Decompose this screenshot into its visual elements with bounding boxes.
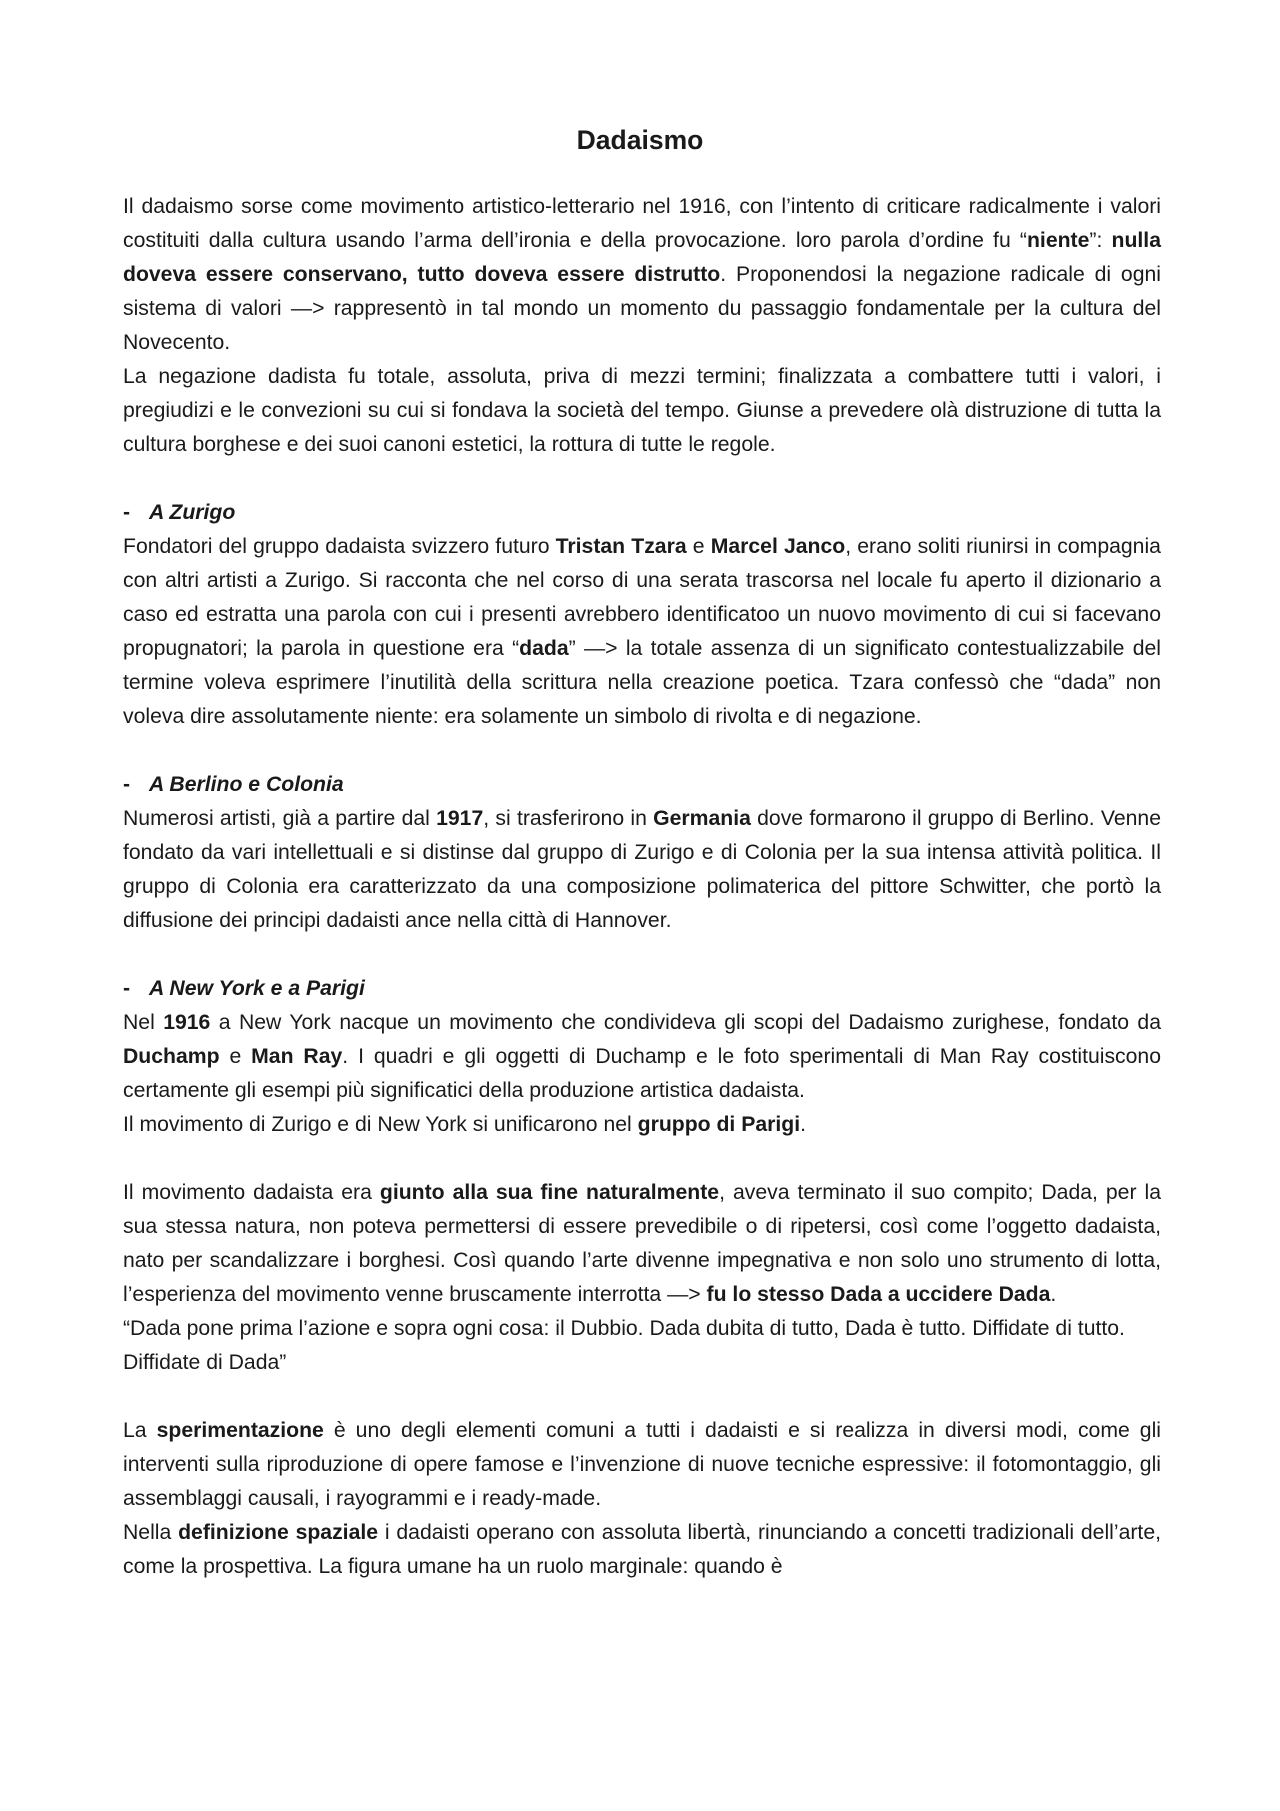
section-heading-berlino: - A Berlino e Colonia bbox=[123, 768, 1161, 802]
paragraph-newyork: Nel 1916 a New York nacque un movimento che condivideva gli scopi del Dadaismo zurighese, fondato da Duchamp e Man Ray. I quadri e gli oggetti di Duchamp e le foto sperimentali di Man Ray costituiscono certamente gli esempi più significatici della produzione artistica dadaista. bbox=[123, 1011, 1161, 1102]
bullet-dash: - bbox=[123, 501, 131, 524]
paragraph-sperimentazione: La sperimentazione è uno degli elementi comuni a tutti i dadaisti e si realizza in diversi modi, come gli interventi sulla riproduzione di opere famose e l’invenzione di nuove tecniche espressive: il fotomontaggio, gli assemblaggi causali, i rayogrammi e i ready-made. bbox=[123, 1419, 1161, 1510]
page-title: Dadaismo bbox=[576, 125, 704, 155]
paragraph-zurigo: Fondatori del gruppo dadaista svizzero futuro Tristan Tzara e Marcel Janco, erano soliti riunirsi in compagnia con altri artisti a Zurigo. Si racconta che nel corso di una serata trascorsa nel locale fu aperto il dizionario a caso ed estratta una parola con cui i presenti avrebbero identificatoo un nuovo movimento di cui si facevano propugnatori; la parola in questione era “dada” —> la totale assenza di un significato contestualizzabile del termine voleva esprimere l’inutilità della scrittura nella creazione poetica. Tzara confessò che “dada” non voleva dire assolutamente niente: era solamente un simbolo di rivolta e di negazione. bbox=[123, 535, 1162, 728]
paragraph-quote: “Dada pone prima l’azione e sopra ogni cosa: il Dubbio. Dada dubita di tutto, Dada è tutto. Diffidate di tutto. Diffidate di Dada” bbox=[123, 1317, 1125, 1374]
section-heading-zurigo: - A Zurigo bbox=[123, 496, 1161, 530]
paragraph-parigi: Il movimento di Zurigo e di New York si unificarono nel gruppo di Parigi. bbox=[123, 1113, 806, 1136]
document-body bbox=[123, 190, 1161, 1584]
paragraph-fine: Il movimento dadaista era giunto alla sua fine naturalmente, aveva terminato il suo compito; Dada, per la sua stessa natura, non poteva permettersi di essere prevedibile o di ripetersi, così come l’oggetto dadaista, nato per scandalizzare i borghesi. Così quando l’arte divenne impegnativa e non solo uno strumento di lotta, l’esperienza del movimento venne bruscamente interrotta —> fu lo stesso Dada a uccidere Dada. bbox=[123, 1181, 1161, 1306]
paragraph-negation: La negazione dadista fu totale, assoluta, priva di mezzi termini; finalizzata a combattere tutti i valori, i pregiudizi e le convezioni su cui si fondava la società del tempo. Giunse a prevedere olà distruzione di tutta la cultura borghese e dei suoi canoni estetici, la rottura di tutte le regole. bbox=[123, 365, 1161, 456]
section-heading-newyork: - A New York e a Parigi bbox=[123, 972, 1161, 1006]
bullet-dash: - bbox=[123, 773, 131, 796]
bullet-dash: - bbox=[123, 977, 131, 1000]
paragraph-spaziale: Nella definizione spaziale i dadaisti operano con assoluta libertà, rinunciando a concetti tradizionali dell’arte, come la prospettiva. La figura umane ha un ruolo marginale: quando è bbox=[123, 1521, 1161, 1578]
paragraph-intro: Il dadaismo sorse come movimento artistico-letterario nel 1916, con l’intento di criticare radicalmente i valori costituiti dalla cultura usando l’arma dell’ironia e della provocazione. loro parola d’ordine fu “niente”: nulla doveva essere conservano, tutto doveva essere distrutto. Proponendosi la negazione radicale di ogni sistema di valori —> rappresentò in tal mondo un momento du passaggio fondamentale per la cultura del Novecento. bbox=[123, 195, 1161, 354]
paragraph-berlino: Numerosi artisti, già a partire dal 1917, si trasferirono in Germania dove formarono il gruppo di Berlino. Venne fondato da vari intellettuali e si distinse dal gruppo di Zurigo e di Colonia per la sua intensa attività politica. Il gruppo di Colonia era caratterizzato da una composizione polimaterica del pittore Schwitter, che portò la diffusione dei principi dadaisti ance nella città di Hannover. bbox=[123, 807, 1162, 932]
